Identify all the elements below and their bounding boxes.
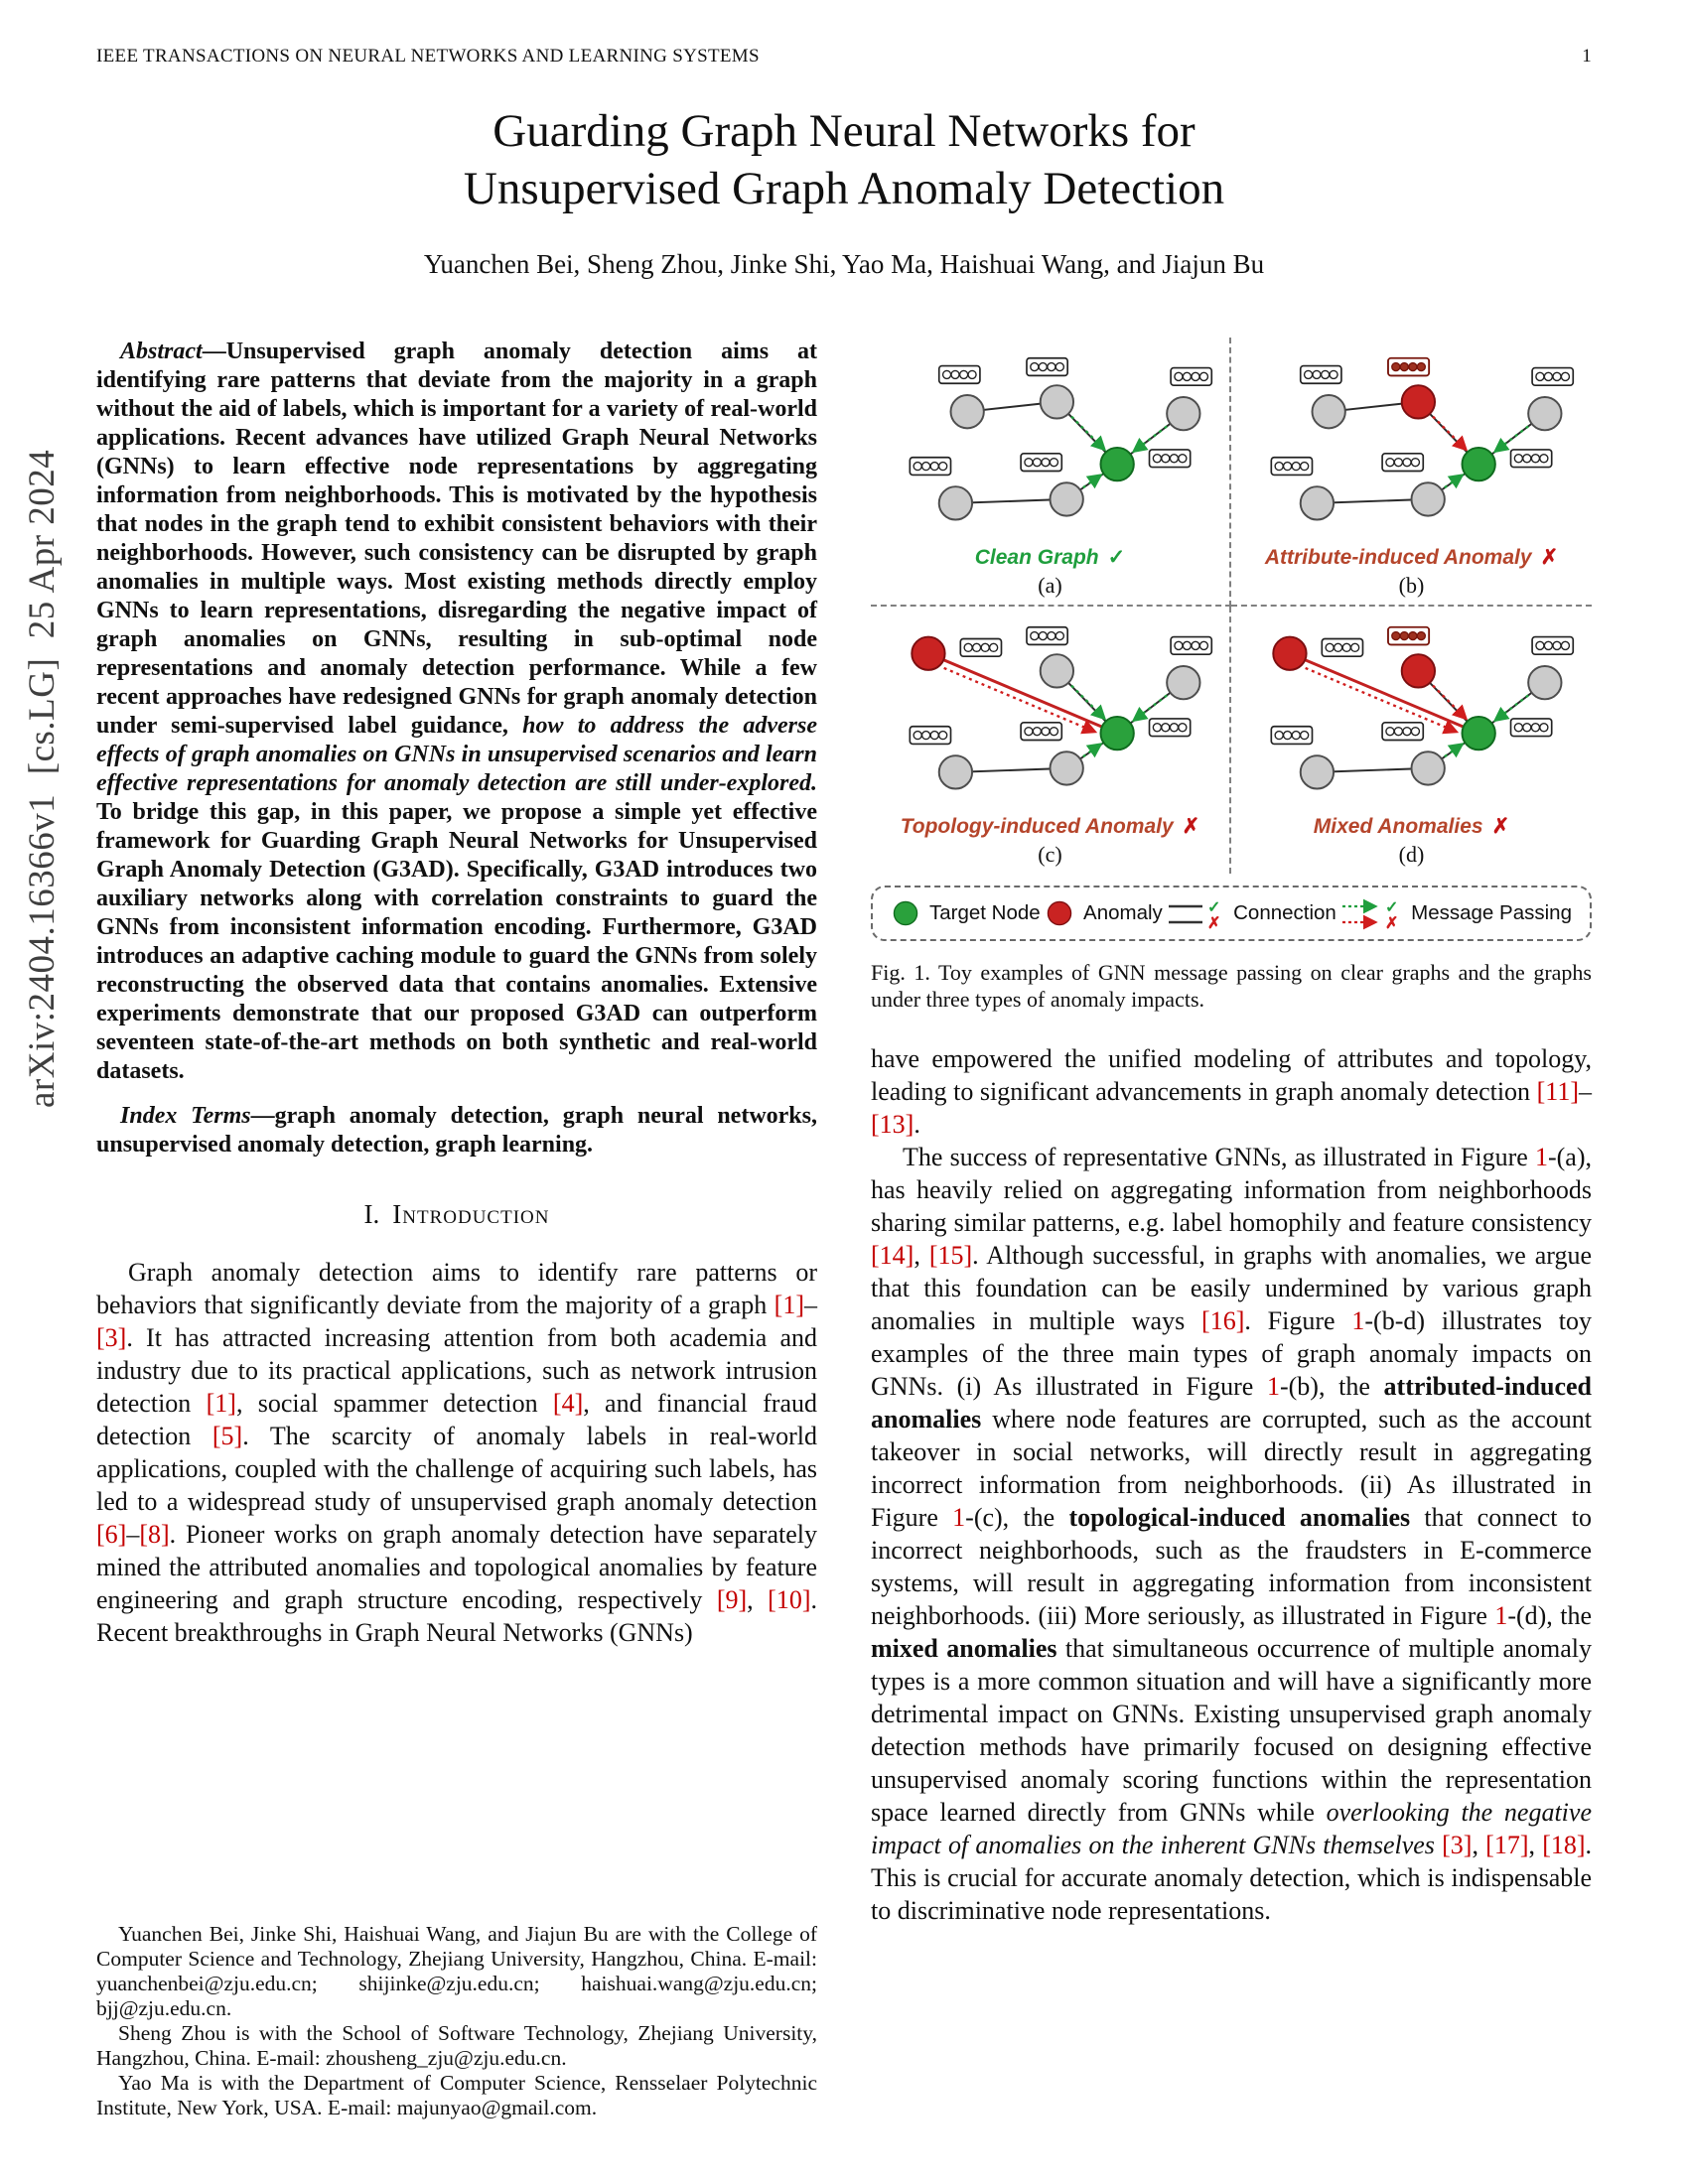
normal-node — [1411, 482, 1444, 515]
citation-link[interactable]: [1] — [206, 1389, 236, 1418]
citation-link[interactable]: [8] — [139, 1520, 170, 1549]
legend-label: Anomaly — [1083, 901, 1163, 924]
citation-link[interactable]: [4] — [552, 1389, 584, 1418]
clean-graph-diagram — [874, 345, 1227, 545]
panel-label: Mixed Anomalies — [1313, 815, 1483, 838]
footnote-affiliation-1: Yuanchen Bei, Jinke Shi, Haishuai Wang, and Jiajun Bu are with the College of Computer Science and Technology, Zhejiang University, Hangzhou, China. E-mail: yuanchenbei@zju.edu.cn; shijinke@zju.edu.cn; haishuai.wang@zju.edu.cn; bjj@zju.edu.cn. — [96, 1922, 817, 2020]
feature-vector — [1271, 727, 1312, 745]
panel-caption — [1231, 814, 1592, 840]
legend-item-message-passing — [1340, 895, 1572, 931]
page-number: 1 — [1582, 46, 1592, 67]
citation-link[interactable]: [13] — [871, 1110, 914, 1139]
section-title: Introduction — [392, 1199, 550, 1229]
abstract-paragraph: Abstract—Unsupervised graph anomaly detection aims at identifying rare patterns that deviate from the majority in a graph without the aid of labels, which is important for a variety of real-world applications. Recent advances have utilized Graph Neural Networks (GNNs) to learn effective node representations by aggregating information from neighborhoods. This is motivated by the hypothesis that nodes in the graph tend to exhibit consistent behaviors with their neighborhoods. However, such consistency can be disrupted by graph anomalies in multiple ways. Most existing methods directly employ GNNs to learn representations, disregarding the negative impact of graph anomalies on GNNs, resulting in sub-optimal node representations and anomaly detection performance. While a few recent approaches have redesigned GNNs for graph anomaly detection under semi-supervised label guidance, how to address the adverse effects of graph anomalies on GNNs in unsupervised scenarios and learn effective representations for anomaly detection are still under-explored. To bridge this gap, in this paper, we propose a simple yet effective framework for Guarding Graph Neural Networks for Unsupervised Graph Anomaly Detection (G3AD). Specifically, G3AD introduces two auxiliary networks along with correlation constraints to guard the GNNs from inconsistent information encoding. Furthermore, G3AD introduces an adaptive caching module to guard the GNNs from solely reconstructing the observed data that contains anomalies. Extensive experiments demonstrate that our proposed G3AD can outperform seventeen state-of-the-art methods on both synthetic and real-world datasets. — [96, 339, 817, 1084]
normal-node — [1528, 666, 1561, 699]
normal-node — [1300, 755, 1333, 788]
citation-link[interactable]: [14] — [871, 1241, 914, 1270]
panel-mixed-anomalies — [1231, 607, 1592, 874]
panel-clean-graph — [871, 338, 1231, 607]
target-node — [1100, 448, 1133, 480]
panel-caption — [871, 814, 1229, 840]
feature-vector — [1271, 458, 1312, 476]
cross-mark-icon: ✗ — [1540, 546, 1559, 569]
normal-node — [938, 486, 971, 519]
legend-label: Connection — [1233, 901, 1336, 924]
anomaly-node — [912, 637, 944, 670]
panel-topology-anomaly — [871, 607, 1231, 874]
normal-node — [1167, 397, 1199, 430]
feature-vector — [1021, 723, 1061, 741]
normal-node — [1050, 751, 1082, 784]
footnote-affiliation-2: Sheng Zhou is with the School of Software Technology, Zhejiang University, Hangzhou, China. E-mail: zhousheng_zju@zju.edu.cn. — [96, 2021, 817, 2070]
normal-node — [938, 755, 971, 788]
citation-link[interactable]: [17] — [1485, 1831, 1529, 1859]
anomaly-node — [1273, 637, 1306, 670]
check-mark-icon: ✓ — [1107, 546, 1126, 569]
feature-vector — [1532, 368, 1573, 386]
panel-label: Topology-induced Anomaly — [900, 815, 1174, 838]
citation-link[interactable]: [10] — [768, 1585, 811, 1614]
normal-node — [1040, 385, 1072, 418]
intro-paragraph: Graph anomaly detection aims to identify rare patterns or behaviors that significantly deviate from the majority of a graph [1]–[3]. It has attracted increasing attention from both academia and industry due to its practical applications, such as network intrusion detection [1], social spammer detection [4], and financial fraud detection [5]. The scarcity of anomaly labels in real-world applications, coupled with the challenge of acquiring such labels, has led to a widespread study of unsupervised graph anomaly detection [6]–[8]. Pioneer works on graph anomaly detection have separately mined the attributed anomalies and topological anomalies by feature engineering and graph structure encoding, respectively [9], [10]. Recent breakthroughs in Graph Neural Networks (GNNs) — [96, 1258, 817, 1647]
anomaly-node — [1401, 385, 1434, 418]
author-list: Yuanchen Bei, Sheng Zhou, Jinke Shi, Yao Ma, Haishuai Wang, and Jiajun Bu — [423, 249, 1265, 279]
feature-vector — [1532, 637, 1573, 655]
feature-vector — [1171, 637, 1211, 655]
check-mark-icon: ✓ — [1385, 899, 1399, 916]
feature-vector — [910, 458, 950, 476]
panel-label: Clean Graph — [974, 546, 1099, 569]
feature-vector-anomalous — [1387, 358, 1428, 376]
cross-mark-icon: ✗ — [1182, 815, 1200, 838]
panel-attribute-anomaly — [1231, 338, 1592, 607]
target-node — [1462, 717, 1494, 750]
anomaly-node — [1401, 654, 1434, 687]
panel-letter: (d) — [1398, 842, 1425, 867]
citation-link[interactable]: [5] — [211, 1422, 243, 1450]
panel-caption — [871, 545, 1229, 571]
title-line-1: Guarding Graph Neural Networks for — [492, 105, 1196, 157]
legend-item-connection — [1167, 895, 1336, 931]
citation-link[interactable]: 1 — [1494, 1601, 1508, 1630]
right-column — [871, 338, 1592, 2120]
author-footnotes — [96, 1922, 817, 2120]
legend-item-anomaly — [1045, 898, 1163, 928]
normal-node — [1050, 482, 1082, 515]
citation-link[interactable]: [18] — [1542, 1831, 1586, 1859]
feature-vector — [1026, 358, 1066, 376]
citation-link[interactable]: [1] — [774, 1291, 804, 1319]
citation-link[interactable]: 1 — [952, 1503, 966, 1532]
panel-letter: (b) — [1398, 573, 1425, 598]
title-line-2: Unsupervised Graph Anomaly Detection — [463, 163, 1225, 214]
legend-item-target-node — [891, 898, 1041, 928]
connection-icon — [1167, 895, 1224, 931]
normal-node — [1300, 486, 1333, 519]
topology-anomaly-diagram — [874, 614, 1227, 814]
anomalous-edge — [1289, 653, 1477, 733]
normal-node — [1312, 395, 1344, 428]
anomalous-edge — [927, 653, 1116, 733]
message-passing-icon — [1340, 895, 1402, 931]
feature-vector — [1322, 639, 1362, 657]
feature-vector — [1026, 627, 1066, 645]
feature-vector — [938, 366, 979, 384]
panel-label: Attribute-induced Anomaly — [1264, 546, 1532, 569]
panel-letter: (a) — [1038, 573, 1062, 598]
citation-link[interactable]: 1 — [1351, 1306, 1365, 1335]
journal-name: IEEE TRANSACTIONS ON NEURAL NETWORKS AND LEARNING SYSTEMS — [96, 46, 760, 67]
normal-node — [1411, 751, 1444, 784]
figure-panels — [871, 338, 1592, 874]
citation-link[interactable]: 1 — [1534, 1143, 1548, 1171]
citation-link[interactable]: [3] — [96, 1323, 127, 1352]
feature-vector — [1510, 450, 1551, 468]
citation-link[interactable]: [16] — [1201, 1306, 1245, 1335]
body-paragraph-continuation: have empowered the unified modeling of attributes and topology, leading to significant advancements in graph anomaly detection [11]–[13]. — [871, 1044, 1592, 1139]
feature-vector — [1510, 719, 1551, 737]
target-node — [1462, 448, 1494, 480]
citation-link[interactable]: 1 — [1266, 1372, 1280, 1401]
feature-vector — [1382, 723, 1423, 741]
feature-vector — [1021, 454, 1061, 472]
panel-letter: (c) — [1038, 842, 1062, 867]
running-header — [96, 46, 1592, 68]
paper-title — [0, 102, 1688, 217]
panel-caption — [1231, 545, 1592, 571]
feature-vector — [960, 639, 1001, 657]
index-terms-paragraph: Index Terms—graph anomaly detection, graph neural networks, unsupervised anomaly detection, graph learning. — [96, 1103, 817, 1158]
figure-legend — [871, 886, 1592, 941]
legend-label: Target Node — [929, 901, 1041, 924]
citation-link[interactable]: [11] — [1536, 1077, 1579, 1106]
left-column — [96, 338, 817, 2120]
normal-node — [1167, 666, 1199, 699]
figure-1 — [871, 338, 1592, 1013]
arxiv-watermark: arXiv:2404.16366v1 [cs.LG] 25 Apr 2024 — [22, 449, 63, 1108]
feature-vector-anomalous — [1387, 627, 1428, 645]
check-mark-icon: ✓ — [1207, 899, 1221, 916]
feature-vector — [1382, 454, 1423, 472]
normal-node — [1528, 397, 1561, 430]
target-node-icon — [891, 898, 920, 928]
cross-mark-icon: ✗ — [1385, 915, 1399, 931]
citation-link[interactable]: [3] — [1442, 1831, 1473, 1859]
section-heading-introduction — [96, 1199, 817, 1230]
feature-vector — [1149, 719, 1190, 737]
two-column-body — [96, 338, 1592, 2120]
normal-node — [1040, 654, 1072, 687]
cross-mark-icon: ✗ — [1207, 915, 1221, 931]
feature-vector — [1300, 366, 1340, 384]
feature-vector — [1171, 368, 1211, 386]
citation-link[interactable]: [6] — [96, 1520, 127, 1549]
citation-link[interactable]: [9] — [716, 1585, 748, 1614]
feature-vector — [1149, 450, 1190, 468]
section-number: I. — [363, 1199, 380, 1229]
cross-mark-icon: ✗ — [1491, 815, 1510, 838]
attribute-anomaly-diagram — [1235, 345, 1589, 545]
body-paragraph-gnn-success: The success of representative GNNs, as illustrated in Figure 1-(a), has heavily relied on aggregating information from neighborhoods sharing similar patterns, e.g. label homophily and feature consistency [14], [15]. Although successful, in graphs with anomalies, we argue that this foundation can be easily undermined by various graph anomalies in multiple ways [16]. Figure 1-(b-d) illustrates toy examples of the three main types of graph anomaly impacts on GNNs. (i) As illustrated in Figure 1-(b), the attributed-induced anomalies where node features are corrupted, such as the account takeover in social networks, will directly result in aggregating incorrect information from neighborhoods. (ii) As illustrated in Figure 1-(c), the topological-induced anomalies that connect to incorrect neighborhoods, such as the fraudsters in E-commerce systems, will result in aggregating information from inconsistent neighborhoods. (iii) More seriously, as illustrated in Figure 1-(d), the mixed anomalies that simultaneous occurrence of multiple anomaly types is a more common situation and will have a significantly more detrimental impact on GNNs. Existing unsupervised graph anomaly detection methods have primarily focused on designing effective unsupervised anomaly scoring functions within the representation space learned directly from GNNs while overlooking the negative impact of anomalies on the inherent GNNs themselves [3], [17], [18]. This is crucial for accurate anomaly detection, which is indispensable to discriminative node representations. — [871, 1143, 1593, 1925]
mixed-anomalies-diagram — [1235, 614, 1589, 814]
footnote-affiliation-3: Yao Ma is with the Department of Computer Science, Rensselaer Polytechnic Institute, New York, USA. E-mail: majunyao@gmail.com. — [96, 2071, 817, 2119]
target-node — [1100, 717, 1133, 750]
normal-node — [950, 395, 983, 428]
feature-vector — [910, 727, 950, 745]
legend-label: Message Passing — [1411, 901, 1572, 924]
anomaly-node-icon — [1045, 898, 1074, 928]
citation-link[interactable]: [15] — [928, 1241, 973, 1270]
figure-caption: Fig. 1. Toy examples of GNN message passing on clear graphs and the graphs under three types of anomaly impacts. — [871, 960, 1592, 1012]
